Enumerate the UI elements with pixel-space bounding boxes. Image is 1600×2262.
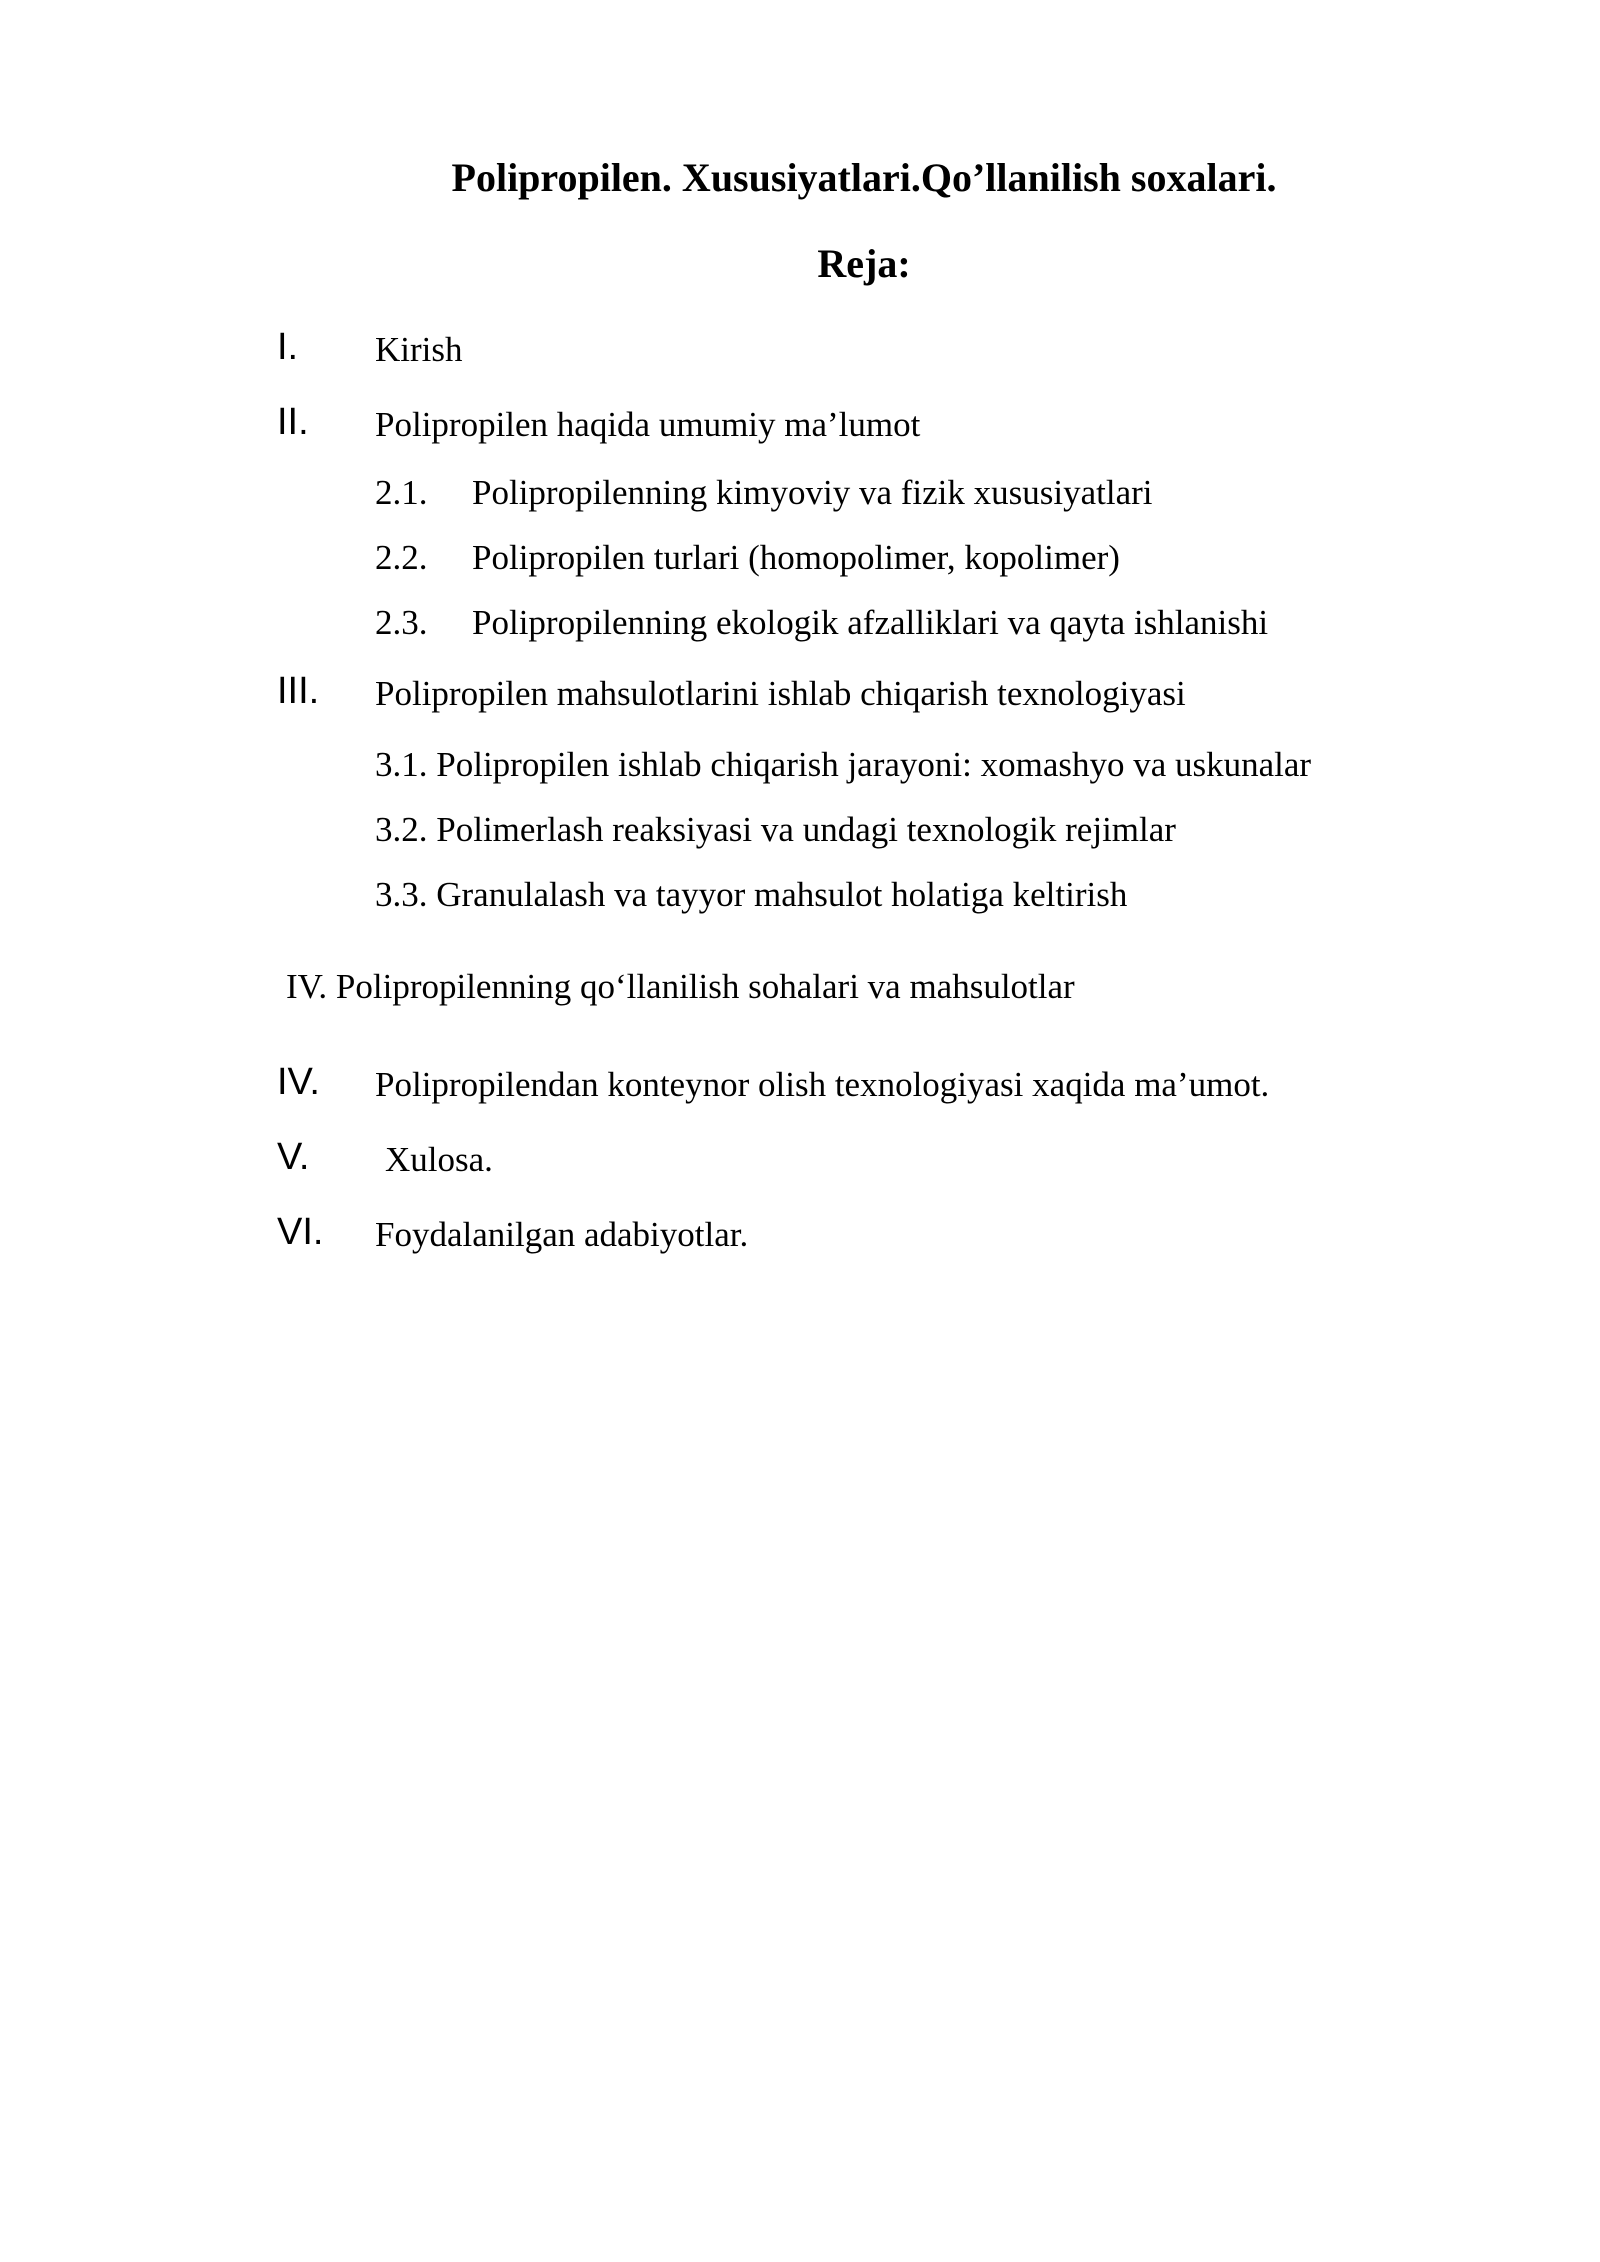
outline-subitem: 3.2. Polimerlash reaksiyasi va undagi texnologik rejimlar	[375, 810, 1176, 849]
outline-numeral: V.	[277, 1136, 310, 1178]
outline-item-text: Polipropilen mahsulotlarini ishlab chiqarish texnologiyasi	[375, 674, 1186, 713]
outline-subitem: 3.3. Granulalash va tayyor mahsulot holatiga keltirish	[375, 875, 1128, 914]
subitem-number: 2.2.	[375, 538, 428, 577]
subitem-text: Polipropilenning ekologik afzalliklari va qayta ishlanishi	[472, 603, 1269, 642]
outline-numeral: VI.	[277, 1211, 324, 1253]
outline-item-text: Xulosa.	[385, 1140, 493, 1179]
outline-numeral: I.	[277, 326, 299, 368]
subitem-text: Polipropilenning kimyoviy va fizik xususiyatlari	[472, 473, 1153, 512]
outline-numeral: III.	[277, 670, 320, 712]
outline-numeral: II.	[277, 401, 309, 443]
outline-item-text: Kirish	[375, 330, 463, 369]
subitem-number: 2.1.	[375, 473, 428, 512]
plan-heading: Reja:	[817, 241, 911, 286]
outline-numeral: IV.	[277, 1061, 320, 1103]
outline-item-text: Foydalanilgan adabiyotlar.	[375, 1215, 749, 1254]
subitem-number: 2.3.	[375, 603, 428, 642]
document-title: Polipropilen. Xususiyatlari.Qo’llanilish soxalari.	[451, 155, 1277, 200]
outline-subitem: 3.1. Polipropilen ishlab chiqarish jarayoni: xomashyo va uskunalar	[375, 745, 1312, 784]
outline-item-4-inline: IV. Polipropilenning qo‘llanilish sohalari va mahsulotlar	[286, 967, 1075, 1006]
outline-item-text: Polipropilen haqida umumiy ma’lumot	[375, 405, 921, 444]
subitem-text: Polipropilen turlari (homopolimer, kopolimer)	[472, 538, 1120, 577]
outline-item-text: Polipropilendan konteynor olish texnologiyasi xaqida ma’umot.	[375, 1065, 1270, 1104]
